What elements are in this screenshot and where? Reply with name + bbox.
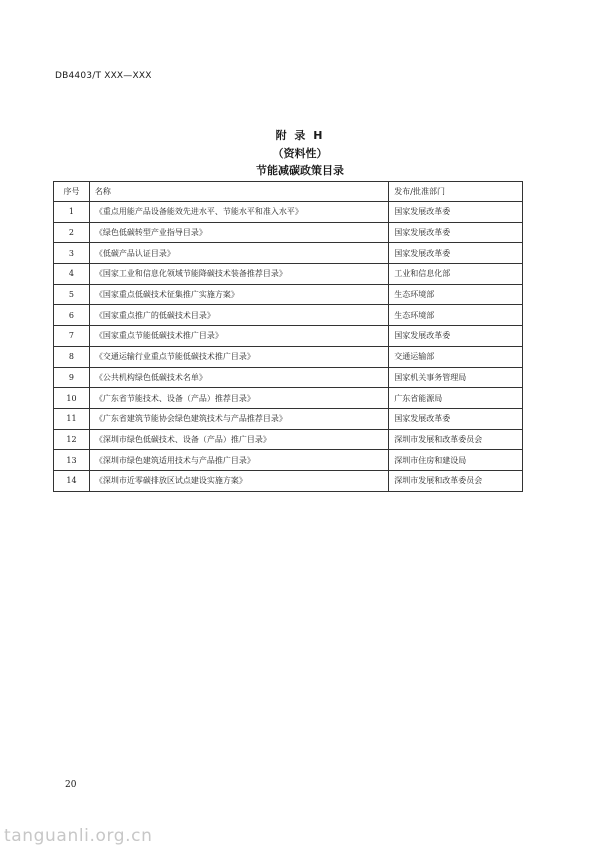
table-row — [54, 222, 523, 243]
header-serial-number: 序号 — [54, 182, 90, 202]
table-row — [54, 367, 523, 388]
cell-serial-number: 8 — [54, 346, 90, 367]
cell-department: 国家机关事务管理局 — [389, 367, 523, 388]
document-code: DB4403/T XXX—XXX — [55, 71, 152, 81]
table-row — [54, 305, 523, 326]
table-row — [54, 408, 523, 429]
cell-serial-number: 12 — [54, 429, 90, 450]
table-row — [54, 243, 523, 264]
cell-department: 国家发展改革委 — [389, 222, 523, 243]
table-row — [54, 326, 523, 347]
policy-table — [53, 181, 523, 492]
cell-department: 深圳市发展和改革委员会 — [389, 470, 523, 491]
cell-serial-number: 9 — [54, 367, 90, 388]
cell-policy-name: 《深圳市绿色建筑适用技术与产品推广目录》 — [89, 450, 388, 471]
cell-policy-name: 《绿色低碳转型产业指导目录》 — [89, 222, 388, 243]
cell-department: 工业和信息化部 — [389, 264, 523, 285]
cell-serial-number: 4 — [54, 264, 90, 285]
table-row — [54, 429, 523, 450]
cell-serial-number: 3 — [54, 243, 90, 264]
cell-serial-number: 14 — [54, 470, 90, 491]
table-header-row — [54, 182, 523, 202]
cell-policy-name: 《公共机构绿色低碳技术名单》 — [89, 367, 388, 388]
cell-department: 深圳市发展和改革委员会 — [389, 429, 523, 450]
header-name: 名称 — [89, 182, 388, 202]
cell-policy-name: 《低碳产品认证目录》 — [89, 243, 388, 264]
site-watermark: tanguanli.org.cn — [4, 826, 153, 846]
appendix-subtitle: （资料性） — [272, 147, 328, 160]
table-row — [54, 264, 523, 285]
appendix-title: 附 录 H — [275, 129, 325, 142]
cell-policy-name: 《深圳市绿色低碳技术、设备（产品）推广目录》 — [89, 429, 388, 450]
cell-department: 生态环境部 — [389, 305, 523, 326]
cell-serial-number: 7 — [54, 326, 90, 347]
cell-department: 国家发展改革委 — [389, 326, 523, 347]
cell-policy-name: 《深圳市近零碳排放区试点建设实施方案》 — [89, 470, 388, 491]
table-body — [54, 202, 523, 492]
cell-policy-name: 《国家工业和信息化领域节能降碳技术装备推荐目录》 — [89, 264, 388, 285]
cell-policy-name: 《重点用能产品设备能效先进水平、节能水平和准入水平》 — [89, 202, 388, 223]
cell-department: 国家发展改革委 — [389, 243, 523, 264]
table-row — [54, 202, 523, 223]
cell-serial-number: 1 — [54, 202, 90, 223]
cell-department: 深圳市住房和建设局 — [389, 450, 523, 471]
table-row — [54, 450, 523, 471]
header-department: 发布/批准部门 — [389, 182, 523, 202]
table-row — [54, 284, 523, 305]
table-row — [54, 388, 523, 409]
cell-serial-number: 10 — [54, 388, 90, 409]
cell-department: 交通运输部 — [389, 346, 523, 367]
cell-serial-number: 13 — [54, 450, 90, 471]
cell-serial-number: 2 — [54, 222, 90, 243]
cell-policy-name: 《广东省建筑节能协会绿色建筑技术与产品推荐目录》 — [89, 408, 388, 429]
cell-department: 国家发展改革委 — [389, 202, 523, 223]
cell-policy-name: 《国家重点低碳技术征集推广实施方案》 — [89, 284, 388, 305]
cell-serial-number: 11 — [54, 408, 90, 429]
table-row — [54, 470, 523, 491]
table-row — [54, 346, 523, 367]
cell-serial-number: 6 — [54, 305, 90, 326]
cell-department: 广东省能源局 — [389, 388, 523, 409]
document-title: 节能减碳政策目录 — [256, 164, 344, 177]
page-number: 20 — [65, 780, 77, 790]
cell-serial-number: 5 — [54, 284, 90, 305]
cell-policy-name: 《交通运输行业重点节能低碳技术推广目录》 — [89, 346, 388, 367]
cell-policy-name: 《广东省节能技术、设备（产品）推荐目录》 — [89, 388, 388, 409]
cell-policy-name: 《国家重点推广的低碳技术目录》 — [89, 305, 388, 326]
cell-policy-name: 《国家重点节能低碳技术推广目录》 — [89, 326, 388, 347]
cell-department: 国家发展改革委 — [389, 408, 523, 429]
cell-department: 生态环境部 — [389, 284, 523, 305]
